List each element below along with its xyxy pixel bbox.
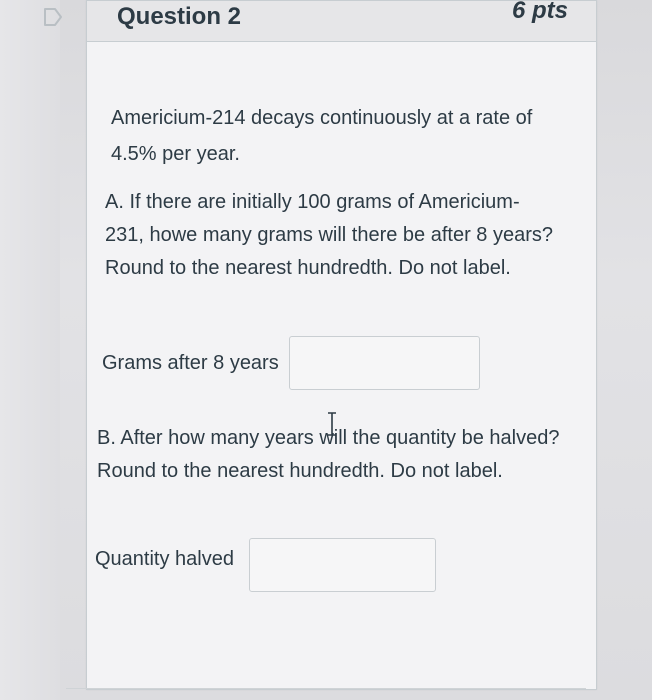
question-intro-text: Americium-214 decays continuously at a rate of 4.5% per year.: [111, 107, 533, 165]
flag-question-icon[interactable]: [42, 6, 64, 28]
part-b-text: B. After how many years will the quantity be halved? Round to the nearest hundredth. Do not label.: [97, 427, 560, 482]
part-a-answer-label: Grams after 8 years: [102, 352, 279, 374]
question-title: Question 2: [117, 3, 242, 30]
part-b-answer-input[interactable]: [249, 538, 436, 592]
question-points: 6 pts: [511, 0, 568, 24]
card-bottom-divider: [66, 688, 586, 689]
question-card: [86, 0, 597, 690]
left-margin: [0, 0, 60, 700]
text-cursor-icon: [325, 411, 339, 437]
part-b-answer-label: Quantity halved: [95, 548, 234, 570]
question-body: [87, 42, 596, 689]
question-header: [87, 1, 596, 42]
part-a-text: A. If there are initially 100 grams of Americium-231, howe many grams will there be after 8 years? Round to the nearest hundredth. Do not label.: [105, 191, 553, 279]
part-a-answer-input[interactable]: [289, 336, 480, 390]
